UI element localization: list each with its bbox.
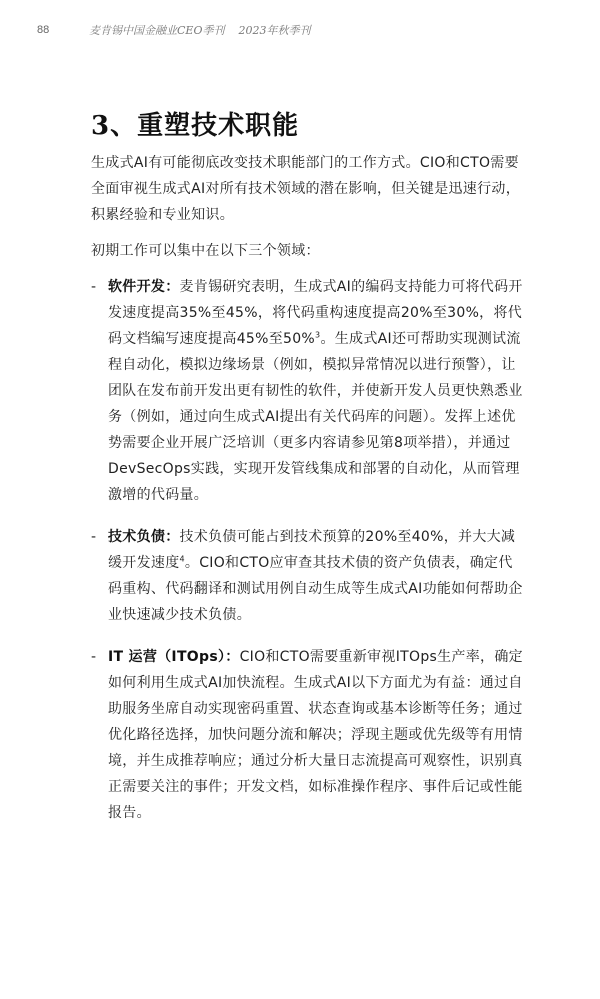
item-text: 技术负债可能占到技术预算的20%至40%，并大大减缓开发速度 bbox=[108, 529, 516, 571]
item-term: IT 运营（ITOps）： bbox=[108, 649, 240, 665]
issue-label: 2023年秋季刊 bbox=[238, 24, 311, 37]
footnote-ref: 4 bbox=[179, 554, 185, 564]
list-item-technical-debt bbox=[91, 524, 523, 628]
item-term: 技术负债： bbox=[108, 529, 180, 545]
running-title bbox=[89, 22, 310, 38]
item-text: 麦肯锡研究表明，生成式AI的编码支持能力可将代码开发速度提高35%至45%，将代码重构速度提高20%至30%，将代码文档编写速度提高45%至50% bbox=[108, 279, 523, 347]
item-text-continued: 。生成式AI还可帮助实现测试流程自动化，模拟边缘场景（例如，模拟异常情况以进行预警），让团队在发布前开发出更有韧性的软件，并使新开发人员更快熟悉业务（例如，通过向生成式AI提出有关代码库的问题）。发挥上述优势需要企业开展广泛培训（更多内容请参见第8项举措），并通过DevSecOps实践，实现开发管线集成和部署的自动化，从而管理激增的代码量。 bbox=[108, 331, 523, 503]
publication-name: 麦肯锡中国金融业CEO季刊 bbox=[89, 24, 225, 37]
intro-paragraph: 生成式AI有可能彻底改变技术职能部门的工作方式。CIO和CTO需要全面审视生成式AI对所有技术领域的潜在影响，但关键是迅速行动，积累经验和专业知识。 bbox=[91, 155, 521, 223]
list-item-software-development bbox=[91, 274, 523, 508]
item-text: CIO和CTO需要重新审视ITOps生产率，确定如何利用生成式AI加快流程。生成式AI以下方面尤为有益：通过自助服务坐席自动实现密码重置、状态查询或基本诊断等任务；通过优化路径选择，加快问题分流和解决；浮现主题或优先级等有用情境，并生成推荐响应；通过分析大量日志流提高可观察性，识别真正需要关注的事件；开发文档，如标准操作程序、事件后记或性能报告。 bbox=[108, 649, 523, 821]
page-header bbox=[37, 20, 580, 40]
dash-bullet: - bbox=[91, 649, 97, 665]
dash-bullet: - bbox=[91, 279, 97, 295]
section-title: 3、重塑技术职能 bbox=[91, 111, 300, 141]
footnote-ref: 3 bbox=[315, 330, 321, 340]
focus-area-list bbox=[91, 274, 523, 826]
item-term: 软件开发： bbox=[108, 279, 180, 295]
item-text-continued: 。CIO和CTO应审查其技术债的资产负债表，确定代码重构、代码翻译和测试用例自动生成等生成式AI功能如何帮助企业快速减少技术负债。 bbox=[108, 555, 523, 623]
page-number: 88 bbox=[37, 24, 50, 36]
list-item-it-operations bbox=[91, 644, 523, 826]
dash-bullet: - bbox=[91, 529, 97, 545]
lead-paragraph: 初期工作可以集中在以下三个领域： bbox=[91, 243, 320, 259]
section-body bbox=[91, 150, 523, 842]
